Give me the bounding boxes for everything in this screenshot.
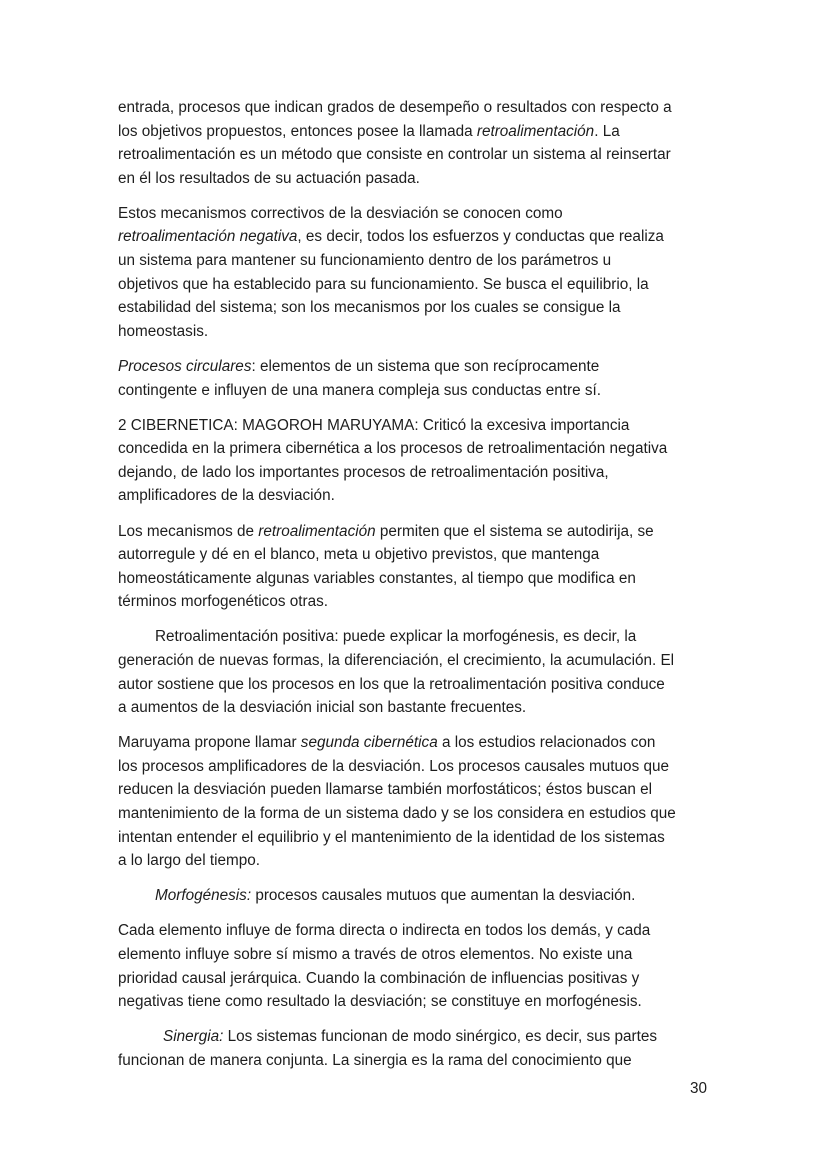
text-span: Los mecanismos de <box>118 522 259 540</box>
paragraph <box>118 625 718 719</box>
text-line <box>118 967 718 991</box>
text-line <box>118 225 718 249</box>
text-line <box>118 625 718 649</box>
text-span: Retroalimentación positiva: puede explicar la morfogénesis, es decir, la <box>155 628 637 646</box>
text-span: autorregule y dé en el blanco, meta u objetivo previstos, que mantenga <box>118 546 600 564</box>
paragraph <box>118 414 718 508</box>
text-line <box>118 143 718 167</box>
text-line <box>118 96 718 120</box>
text-span: Maruyama propone llamar <box>118 734 301 752</box>
text-span: Estos mecanismos correctivos de la desviación se conocen como <box>118 204 563 222</box>
italic-text: Sinergia: <box>163 1028 224 1046</box>
text-line <box>118 484 718 508</box>
text-line <box>118 355 718 379</box>
text-line <box>118 696 718 720</box>
text-span: , es decir, todos los esfuerzos y conductas que realiza <box>297 228 664 246</box>
text-span: a lo largo del tiempo. <box>118 852 261 870</box>
text-line <box>118 649 718 673</box>
text-span: términos morfogenéticos otras. <box>118 593 328 611</box>
text-line <box>118 120 718 144</box>
text-span: a los estudios relacionados con <box>437 734 656 752</box>
text-span: contingente e influyen de una manera compleja sus conductas entre sí. <box>118 381 602 399</box>
text-span: prioridad causal jerárquica. Cuando la combinación de influencias positivas y <box>118 969 640 987</box>
text-span: objetivos que ha establecido para su funcionamiento. Se busca el equilibrio, la <box>118 275 649 293</box>
text-span: elemento influye sobre sí mismo a través de otros elementos. No existe una <box>118 946 633 963</box>
text-span: concedida en la primera cibernética a los procesos de retroalimentación negativa <box>118 440 668 458</box>
text-span: entrada, procesos que indican grados de desempeño o resultados con respecto a <box>118 99 672 116</box>
text-span: amplificadores de la desviación. <box>118 487 335 505</box>
paragraph <box>118 355 718 402</box>
text-span: negativas tiene como resultado la desviación; se constituye en morfogénesis. <box>118 993 642 1011</box>
text-line <box>118 826 718 850</box>
text-span: mantenimiento de la forma de un sistema dado y se los considera en estudios que <box>118 805 676 823</box>
page-number: 30 <box>690 1080 708 1097</box>
italic-text: Procesos circulares <box>118 357 252 375</box>
text-span: un sistema para mantener su funcionamiento dentro de los parámetros u <box>118 252 612 270</box>
text-span: reducen la desviación pueden llamarse también morfostáticos; éstos buscan el <box>118 781 652 799</box>
text-line <box>118 567 718 591</box>
text-line <box>118 320 718 344</box>
text-span: estabilidad del sistema; son los mecanismos por los cuales se consigue la <box>118 299 621 317</box>
text-line <box>118 379 718 403</box>
text-span: los procesos amplificadores de la desviación. Los procesos causales mutuos que <box>118 757 669 775</box>
text-line <box>118 1025 718 1049</box>
text-line <box>118 755 718 779</box>
paragraph <box>118 919 718 1013</box>
text-line <box>118 543 718 567</box>
text-span: retroalimentación es un método que consiste en controlar un sistema al reinsertar <box>118 146 671 164</box>
text-line <box>118 273 718 297</box>
text-line <box>118 520 718 544</box>
text-line <box>118 731 718 755</box>
text-span: intentan entender el equilibrio y el mantenimiento de la identidad de los sistemas <box>118 828 665 846</box>
paragraph <box>118 202 718 344</box>
text-span: procesos causales mutuos que aumentan la desviación. <box>251 887 636 905</box>
paragraph <box>118 1025 718 1072</box>
text-span: los objetivos propuestos, entonces posee la llamada <box>118 122 477 140</box>
text-line <box>118 590 718 614</box>
text-line <box>118 919 718 943</box>
text-span: . La <box>594 122 620 140</box>
text-span: : elementos de un sistema que son recíprocamente <box>251 357 600 375</box>
text-line <box>118 414 718 438</box>
text-line <box>118 990 718 1014</box>
text-line <box>118 296 718 320</box>
paragraph <box>118 884 718 908</box>
italic-text: retroalimentación <box>476 122 595 140</box>
italic-text: Morfogénesis: <box>155 887 252 905</box>
text-line <box>118 167 718 191</box>
text-span: a aumentos de la desviación inicial son bastante frecuentes. <box>118 699 527 717</box>
paragraph <box>118 96 718 190</box>
text-line <box>118 802 718 826</box>
paragraph <box>118 731 718 873</box>
document-body <box>118 96 718 1084</box>
text-span: Cada elemento influye de forma directa o indirecta en todos los demás, y cada <box>118 922 651 940</box>
text-line <box>118 884 718 908</box>
text-span: funcionan de manera conjunta. La sinergia es la rama del conocimiento que <box>118 1051 632 1069</box>
text-span: Los sistemas funcionan de modo sinérgico, es decir, sus partes <box>223 1028 658 1046</box>
text-line <box>118 943 718 967</box>
text-line <box>118 249 718 273</box>
text-line <box>118 461 718 485</box>
text-line <box>118 1049 718 1073</box>
text-line <box>118 202 718 226</box>
text-line <box>118 673 718 697</box>
text-line <box>118 778 718 802</box>
paragraph <box>118 520 718 614</box>
text-span: homeostáticamente algunas variables constantes, al tiempo que modifica en <box>118 569 636 587</box>
italic-text: retroalimentación negativa <box>118 228 298 246</box>
text-span: autor sostiene que los procesos en los que la retroalimentación positiva conduce <box>118 675 665 693</box>
text-span: en él los resultados de su actuación pasada. <box>118 169 420 187</box>
italic-text: segunda cibernética <box>300 734 438 752</box>
text-span: homeostasis. <box>118 322 209 340</box>
text-span: permiten que el sistema se autodirija, se <box>375 522 654 540</box>
text-span: generación de nuevas formas, la diferenciación, el crecimiento, la acumulación. El <box>118 651 675 669</box>
text-span: dejando, de lado los importantes procesos de retroalimentación positiva, <box>118 463 609 481</box>
text-line <box>118 437 718 461</box>
text-line <box>118 849 718 873</box>
text-span: 2 CIBERNETICA: MAGOROH MARUYAMA: Criticó la excesiva importancia <box>118 416 630 434</box>
italic-text: retroalimentación <box>258 522 376 540</box>
